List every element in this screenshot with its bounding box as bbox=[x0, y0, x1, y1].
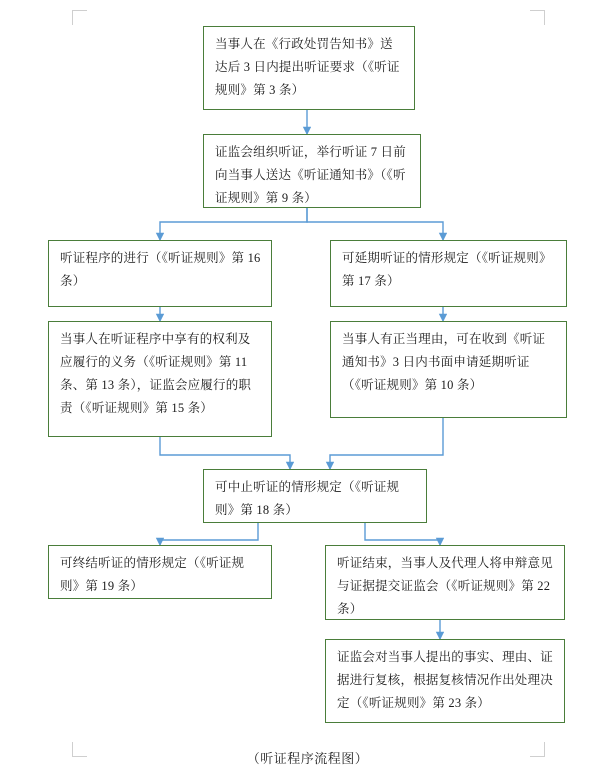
flow-node-4: 可延期听证的情形规定（《听证规则》第 17 条） bbox=[330, 240, 567, 307]
diagram-caption: （听证程序流程图） bbox=[246, 751, 369, 766]
flow-node-1: 当事人在《行政处罚告知书》送达后 3 日内提出听证要求（《听证规则》第 3 条） bbox=[203, 26, 415, 110]
flow-node-6: 当事人有正当理由，可在收到《听证通知书》3 日内书面申请延期听证（《听证规则》第 10 条） bbox=[330, 321, 567, 418]
flow-node-9: 听证结束，当事人及代理人将申辩意见与证据提交证监会（《听证规则》第 22 条） bbox=[325, 545, 565, 620]
flow-node-10: 证监会对当事人提出的事实、理由、证据进行复核，根据复核情况作出处理决定（《听证规则》第 23 条） bbox=[325, 639, 565, 723]
page-corner-mark-top-right bbox=[530, 10, 545, 25]
flow-node-5: 当事人在听证程序中享有的权利及应履行的义务（《听证规则》第 11 条、第 13 条），证监会应履行的职责（《听证规则》第 15 条） bbox=[48, 321, 272, 437]
flow-node-3: 听证程序的进行（《听证规则》第 16 条） bbox=[48, 240, 272, 307]
flow-node-7: 可中止听证的情形规定（《听证规则》第 18 条） bbox=[203, 469, 427, 523]
page-corner-mark-top-left bbox=[72, 10, 87, 25]
flow-node-2: 证监会组织听证，举行听证 7 日前向当事人送达《听证通知书》（《听证规则》第 9 条） bbox=[203, 134, 421, 208]
flow-node-8: 可终结听证的情形规定（《听证规则》第 19 条） bbox=[48, 545, 272, 599]
